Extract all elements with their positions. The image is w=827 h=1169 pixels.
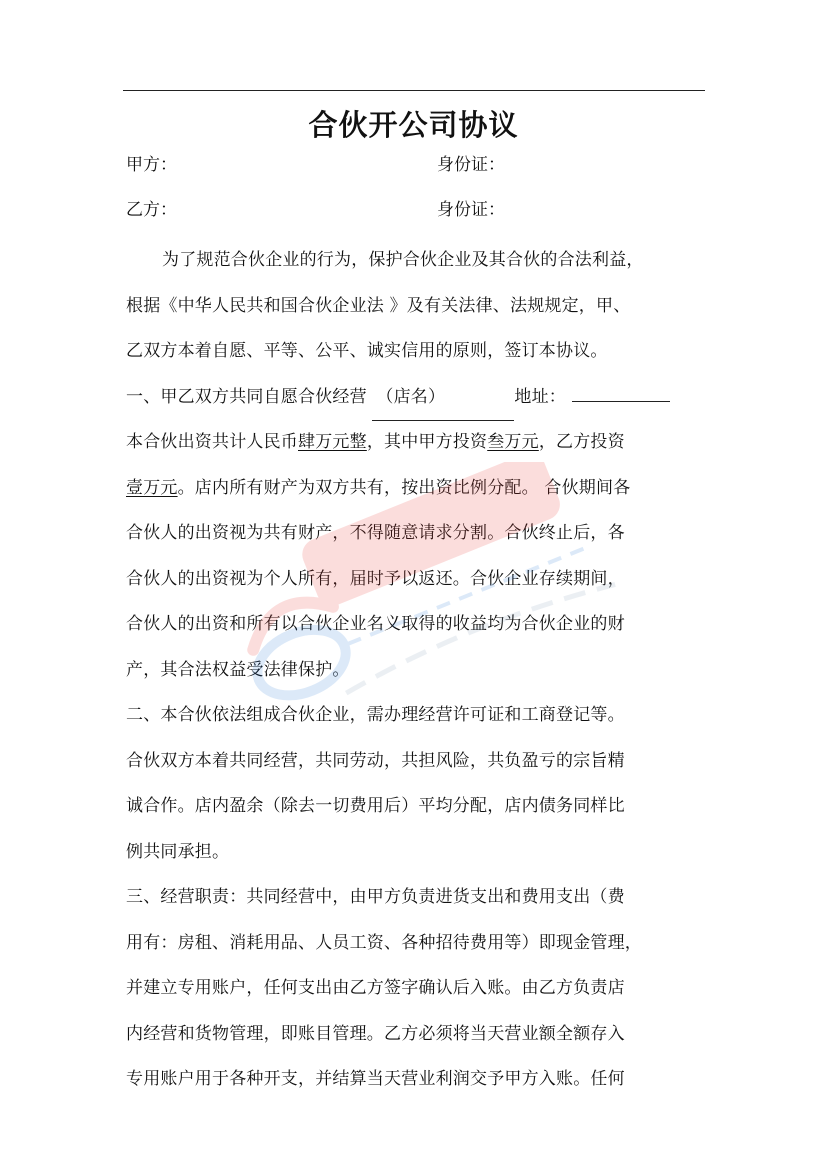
clause-1-text: 本合伙出资共计人民币	[126, 432, 298, 452]
document-title: 合伙开公司协议	[308, 108, 519, 142]
party-b-id-label: 身份证：	[437, 200, 505, 220]
clause-3-line: 专用账户用于各种开支，并结算当天营业利润交予甲方入账。任何	[126, 1069, 625, 1089]
party-a-label: 甲方：	[126, 155, 177, 175]
clause-3-line: 并建立专用账户，任何支出由乙方签字确认后入账。由乙方负责店	[126, 978, 625, 998]
clause-1-line: 合伙人的出资视为共有财产，不得随意请求分割。合伙终止后，各	[126, 523, 625, 543]
clause-3-line: 内经营和货物管理，即账目管理。乙方必须将当天营业额全额存入	[126, 1023, 625, 1044]
clause-1-line: 合伙人的出资视为个人所有，届时予以返还。合伙企业存续期间，	[126, 568, 625, 589]
preamble-line: 根据《中华人民共和国合伙企业法 》及有关法律、法规规定，甲、	[126, 295, 631, 316]
clause-1-line	[126, 466, 711, 512]
preamble-line: 乙双方本着自愿、平等、公平、诚实信用的原则，签订本协议。	[126, 341, 608, 361]
party-b-amount: 壹万元	[126, 477, 178, 498]
party-b-label: 乙方：	[126, 200, 177, 220]
clause-2-line: 二、本合伙依法组成合伙企业，需办理经营许可证和工商登记等。	[126, 705, 625, 725]
clause-1-text: ，其中甲方投资	[366, 432, 488, 452]
clause-1-line	[126, 375, 711, 421]
header-rule	[123, 90, 705, 91]
clause-3-line: 用有：房租、消耗用品、人员工资、各种招待费用等）即现金管理，	[126, 932, 642, 953]
clause-3-line: 三、经营职责：共同经营中，由甲方负责进货支出和费用支出（费	[126, 887, 625, 907]
preamble-line: 为了规范合伙企业的行为，保护合伙企业及其合伙的合法利益，	[162, 250, 644, 270]
clause-1-line	[126, 420, 711, 466]
clause-1-text: 。店内所有财产为双方共有，按出资比例分配。 合伙期间各	[177, 477, 631, 498]
party-a-amount: 叁万元	[487, 432, 539, 452]
address-blank	[572, 383, 670, 402]
total-amount: 肆万元整	[298, 432, 367, 452]
clause-1-text: ，乙方投资	[538, 432, 625, 452]
clause-2-line: 诚合作。店内盈余（除去一切费用后）平均分配，店内债务同样比	[126, 796, 625, 816]
clause-2-line: 例共同承担。	[126, 841, 230, 862]
clause-1-lead: 一、甲乙双方共同自愿合伙经营	[126, 386, 373, 407]
agreement-body	[126, 238, 711, 1103]
party-a-id-label: 身份证：	[437, 155, 505, 175]
clause-1-line: 产，其合法权益受法律保护。	[126, 659, 350, 680]
clause-2-line: 合伙双方本着共同经营，共同劳动，共担风险，共负盈亏的宗旨精	[126, 750, 625, 771]
shop-name-placeholder: （店名）	[376, 386, 446, 407]
shop-name-blank	[372, 375, 514, 422]
clause-1-line: 合伙人的出资和所有以合伙企业名义取得的收益均为合伙企业的财	[126, 614, 625, 634]
address-label: 地址：	[514, 386, 567, 407]
